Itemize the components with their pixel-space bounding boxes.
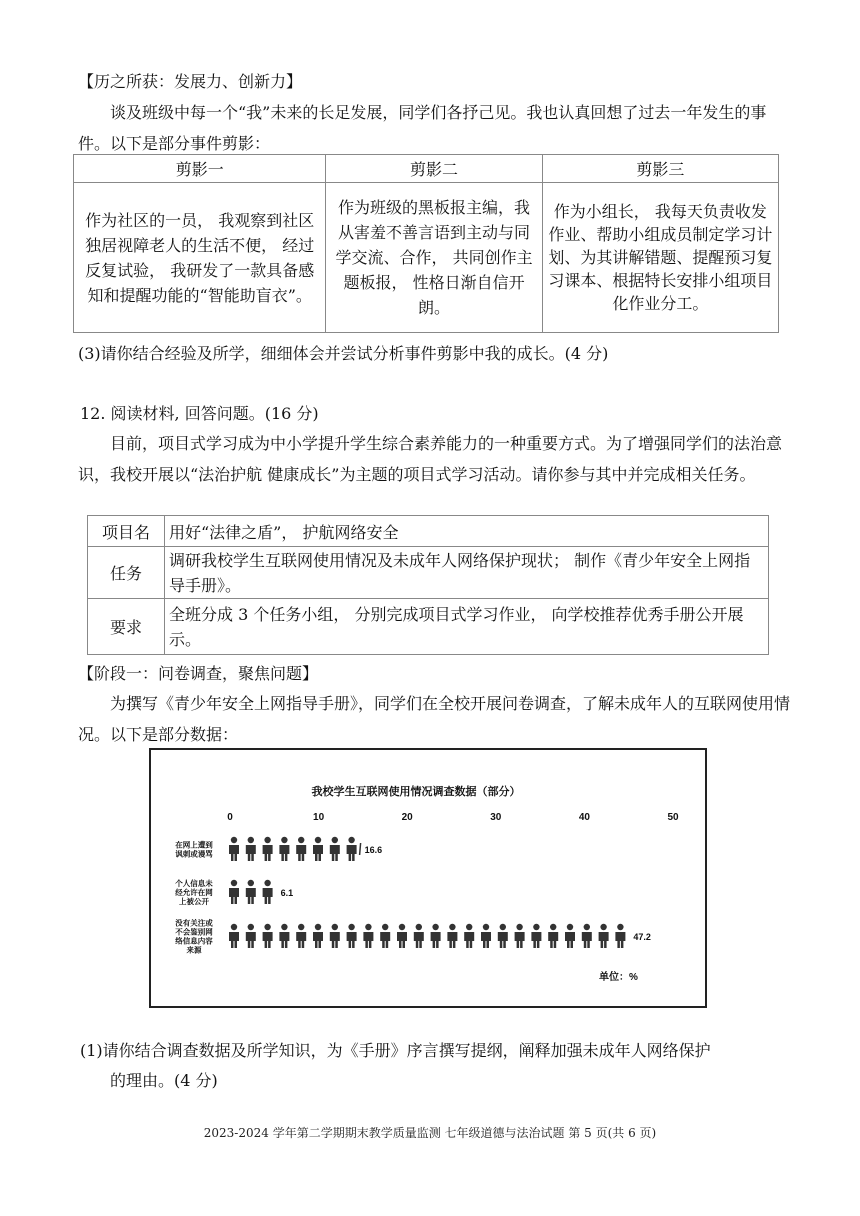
value-label: 6.1 (280, 888, 294, 898)
person-icon (599, 924, 609, 948)
x-tick-label: 0 (227, 812, 233, 823)
section-heading: 【历之所获：发展力、创新力】 (78, 72, 303, 91)
person-icon (246, 880, 256, 904)
value-label: 16.6 (364, 845, 383, 855)
value-label: 47.2 (633, 932, 651, 942)
person-icon (347, 924, 357, 948)
project-value: 全班分成 3 个任务小组， 分别完成项目式学习作业， 向学校推荐优秀手册公开展示。 (165, 599, 769, 655)
category-label: 讽刺或谩骂 (175, 849, 213, 859)
page-footer: 2023-2024 学年第二学期期末教学质量监测 七年级道德与法治试题 第 5 页(共 6 页) (203, 1126, 657, 1140)
person-icon (380, 924, 390, 948)
person-icon (296, 924, 306, 948)
category-label: 在网上遭到 (175, 840, 213, 850)
value-marker (360, 843, 361, 855)
person-icon (246, 837, 256, 861)
person-icon (363, 924, 373, 948)
project-value: 用好“法律之盾”， 护航网络安全 (165, 516, 769, 547)
person-icon (615, 924, 625, 948)
unit-label: 单位：% (599, 972, 638, 983)
person-icon (498, 924, 508, 948)
category-label: 上被公开 (179, 897, 209, 906)
q12-intro: 目前，项目式学习成为中小学提升学生综合素养能力的一种重要方式。为了增强同学们的法治意识，我校开展以“法治护航 健康成长”为主题的项目式学习活动。请你参与其中并完成相关任务。 (78, 434, 783, 484)
person-icon (229, 837, 239, 861)
category-label: 没有关注或 (175, 918, 213, 928)
category-label: 经允许在网 (175, 888, 213, 897)
person-icon (330, 837, 340, 861)
events-table (73, 154, 779, 333)
person-icon (229, 924, 239, 948)
table-header: 剪影三 (542, 155, 778, 183)
stage1-heading: 【阶段一：问卷调查，聚焦问题】 (78, 664, 319, 683)
person-icon (347, 837, 357, 861)
stage1-intro: 为撰写《青少年安全上网指导手册》，同学们在全校开展问卷调查，了解未成年人的互联网使用情况。以下是部分数据： (78, 694, 791, 744)
person-icon (548, 924, 558, 948)
person-icon (279, 924, 289, 948)
x-tick-label: 30 (490, 812, 502, 823)
person-icon (330, 924, 340, 948)
project-label: 任务 (88, 547, 165, 599)
person-icon (481, 924, 491, 948)
person-icon (313, 837, 323, 861)
question-1-line1: (1)请你结合调查数据及所学知识，为《手册》序言撰写提纲，阐释加强未成年人网络保护 (80, 1041, 711, 1060)
person-icon (263, 837, 273, 861)
chart-title: 我校学生互联网使用情况调查数据（部分） (311, 786, 521, 798)
person-icon (565, 924, 575, 948)
person-icon (582, 924, 592, 948)
question-1-line2: 的理由。(4 分) (110, 1071, 218, 1090)
chart-svg (151, 750, 705, 1006)
x-tick-label: 40 (578, 812, 590, 823)
person-icon (263, 924, 273, 948)
person-icon (229, 880, 239, 904)
person-icon (464, 924, 474, 948)
person-icon (397, 924, 407, 948)
project-label: 要求 (88, 599, 165, 655)
intro-paragraph: 谈及班级中每一个“我”未来的长足发展，同学们各抒己见。我也认真回想了过去一年发生的事件。以下是部分事件剪影： (78, 103, 767, 153)
person-icon (431, 924, 441, 948)
project-label: 项目名 (88, 516, 165, 547)
person-icon (246, 924, 256, 948)
person-icon (414, 924, 424, 948)
project-table (87, 515, 769, 655)
project-value: 调研我校学生互联网使用情况及未成年人网络保护现状； 制作《青少年安全上网指导手册》。 (165, 547, 769, 599)
survey-chart (149, 748, 707, 1008)
category-label: 个人信息未 (175, 879, 213, 888)
category-label: 来源 (186, 945, 202, 955)
table-cell: 作为社区的一员， 我观察到社区独居视障老人的生活不便， 经过反复试验， 我研发了一款具备感知和提醒功能的“智能助盲衣”。 (74, 183, 326, 333)
x-tick-label: 50 (667, 812, 679, 823)
table-cell: 作为班级的黑板报主编，我从害羞不善言语到主动与同学交流、合作， 共同创作主题板报， 性格日渐自信开朗。 (326, 183, 542, 333)
person-icon (296, 837, 306, 861)
x-tick-label: 20 (401, 812, 413, 823)
table-header: 剪影二 (326, 155, 542, 183)
person-icon (531, 924, 541, 948)
q12-title: 12. 阅读材料, 回答问题。(16 分) (80, 404, 319, 423)
category-label: 不会鉴别网 (175, 927, 213, 937)
person-icon (447, 924, 457, 948)
x-tick-label: 10 (313, 812, 325, 823)
person-icon (263, 880, 273, 904)
person-icon (279, 837, 289, 861)
question-3: (3)请你结合经验及所学，细细体会并尝试分析事件剪影中我的成长。(4 分) (78, 344, 609, 363)
table-cell: 作为小组长， 我每天负责收发作业、帮助小组成员制定学习计划、为其讲解错题、提醒预习复习课本、根据特长安排小组项目化作业分工。 (542, 183, 778, 333)
person-icon (313, 924, 323, 948)
table-header: 剪影一 (74, 155, 326, 183)
person-icon (515, 924, 525, 948)
category-label: 络信息内容 (175, 936, 213, 946)
